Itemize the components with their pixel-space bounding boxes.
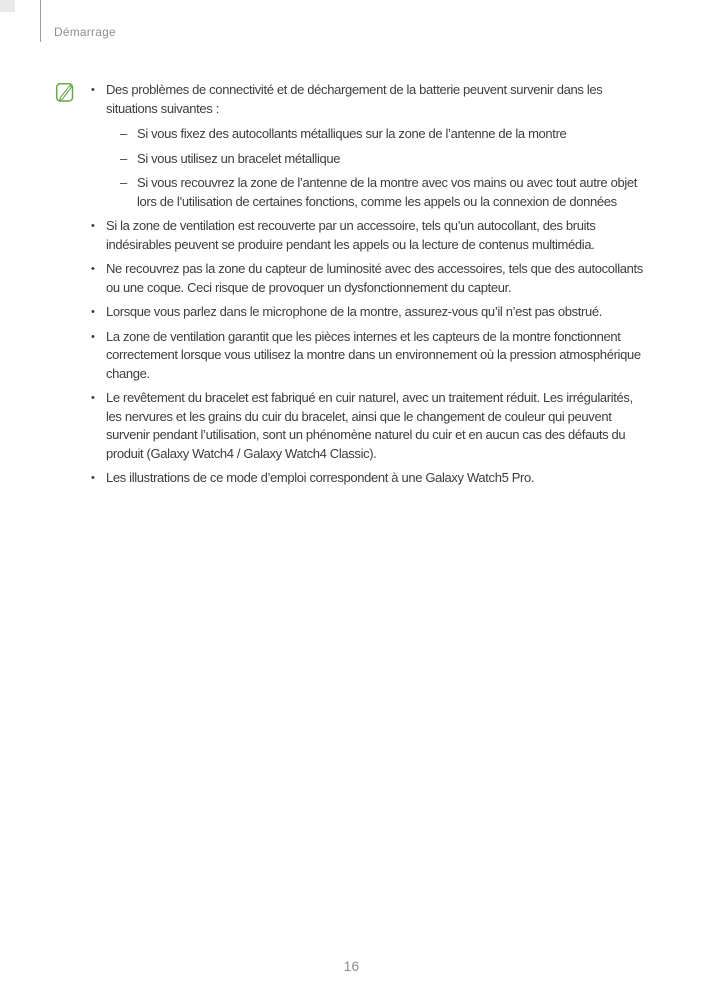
note-subitem-text: Si vous utilisez un bracelet métallique (137, 150, 341, 166)
bullet-marker-icon: • (91, 330, 95, 343)
note-item-text: La zone de ventilation garantit que les pièces internes et les capteurs de la montre fonctionnent correctement lorsque vous utilisez la montre dans un environnement où la pression atmosphérique change. (106, 328, 641, 381)
note-sub-item (120, 150, 647, 169)
note-item-text: Des problèmes de connectivité et de déchargement de la batterie peuvent survenir dans les situations suivantes : (106, 82, 603, 116)
page-number: 16 (343, 959, 360, 974)
note-item-text: Lorsque vous parlez dans le microphone de la montre, assurez-vous qu’il n’est pas obstrué. (106, 304, 603, 319)
note-sub-item (120, 125, 647, 144)
bullet-marker-icon: • (91, 263, 95, 275)
viewer-corner-artifact (0, 0, 15, 12)
bullet-marker-icon: • (91, 84, 95, 96)
note-subitem-text: Si vous fixez des autocollants métalliques sur la zone de l’antenne de la montre (137, 126, 567, 141)
note-bullet-item (91, 389, 647, 463)
note-item-text: Le revêtement du bracelet est fabriqué en cuir naturel, avec un traitement réduit. Les irrégularités, les nervures et les grains du cuir du bracelet, ainsi que le changement de couleur qui peuvent survenir pendant l’utilisation, sont un phénomène naturel du cuir et en aucun cas des défauts du produit (Galaxy Watch4 / Galaxy Watch4 Classic). (106, 390, 633, 461)
note-item-text: Les illustrations de ce mode d’emploi correspondent à une Galaxy Watch5 Pro. (106, 470, 535, 485)
note-sublist (91, 125, 647, 211)
bullet-marker-icon: • (91, 472, 95, 484)
dash-marker-icon: – (120, 175, 127, 190)
bullet-marker-icon: • (91, 306, 95, 318)
note-subitem-text: Si vous recouvrez la zone de l’antenne de la montre avec vos mains ou avec tout autre objet lors de l’utilisation de certaines fonctions, comme les appels ou la connexion de données (137, 175, 638, 209)
bullet-marker-icon: • (91, 220, 95, 232)
note-bullet-item (91, 328, 647, 384)
header-rule (40, 0, 41, 42)
dash-marker-icon: – (120, 150, 127, 166)
note-bullet-item (91, 469, 647, 488)
note-pencil-icon (55, 81, 75, 103)
note-item-text: Ne recouvrez pas la zone du capteur de luminosité avec des accessoires, tels que des autocollants ou une coque. Ceci risque de provoquer un dysfonctionnement du capteur. (106, 261, 643, 295)
note-bullet-item (91, 217, 647, 254)
dash-marker-icon: – (120, 126, 127, 141)
note-bullet-item (91, 81, 647, 118)
note-block (91, 81, 647, 494)
note-bullet-item (91, 260, 647, 297)
bullet-marker-icon: • (91, 392, 95, 404)
note-bullet-item (91, 303, 647, 322)
running-header: Démarrage (54, 25, 116, 39)
note-sub-item (120, 174, 647, 211)
note-item-text: Si la zone de ventilation est recouverte par un accessoire, tels qu’un autocollant, des bruits indésirables peuvent se produire pendant les appels ou la lecture de contenus multimédia. (106, 218, 596, 252)
